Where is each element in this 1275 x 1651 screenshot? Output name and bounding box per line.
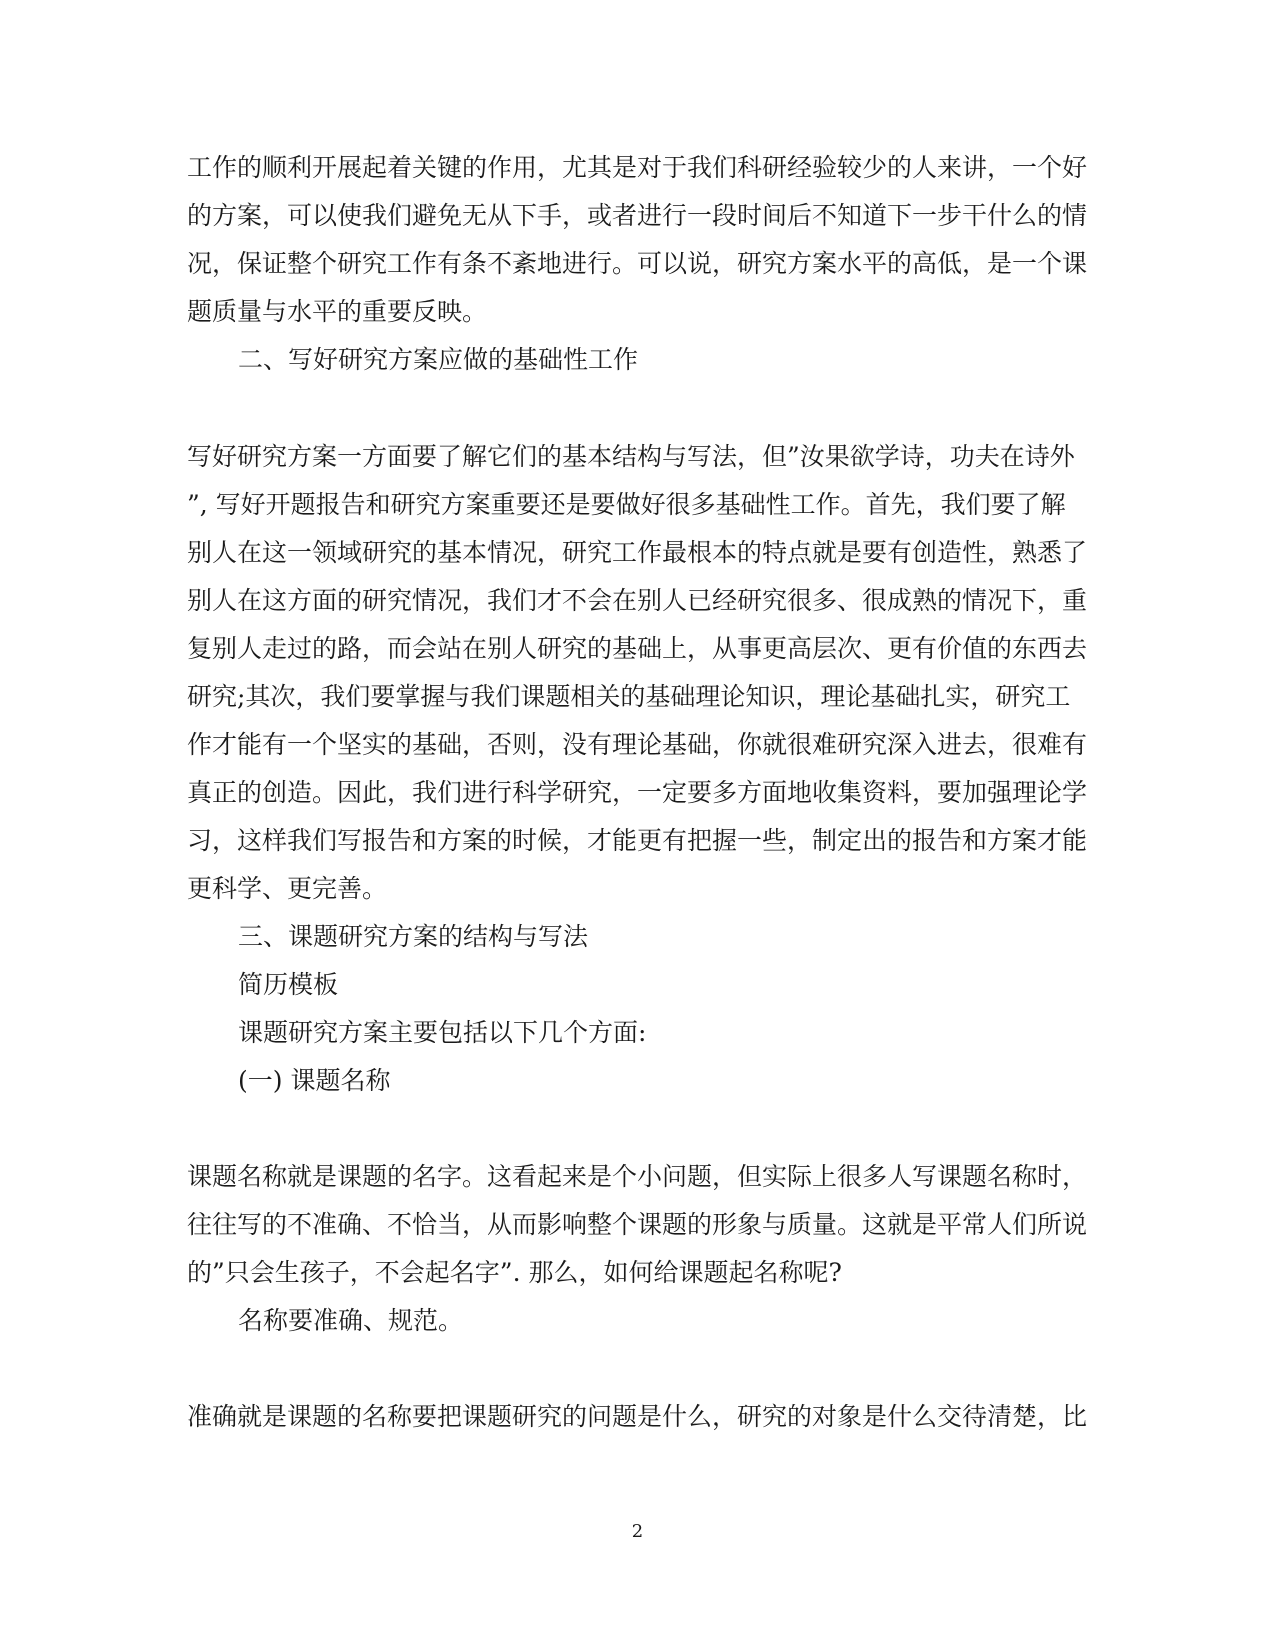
text-line: 别人在这一领域研究的基本情况，研究工作最根本的特点就是要有创造性，熟悉了 xyxy=(187,538,1087,567)
subsection-heading: (一) 课题名称 xyxy=(238,1066,391,1095)
section-heading: 三、课题研究方案的结构与写法 xyxy=(238,922,589,951)
page-number: 2 xyxy=(631,1521,644,1542)
text-line: 习，这样我们写报告和方案的时候，才能更有把握一些，制定出的报告和方案才能 xyxy=(187,826,1087,855)
text-line: 况，保证整个研究工作有条不紊地进行。可以说，研究方案水平的高低，是一个课 xyxy=(187,249,1087,278)
text-line: 课题名称就是课题的名字。这看起来是个小问题，但实际上很多人写课题名称时， xyxy=(187,1162,1087,1191)
text-line: 准确就是课题的名称要把课题研究的问题是什么，研究的对象是什么交待清楚，比 xyxy=(187,1402,1087,1431)
text-line: 名称要准确、规范。 xyxy=(238,1306,464,1335)
text-line: 往往写的不准确、不恰当，从而影响整个课题的形象与质量。这就是平常人们所说 xyxy=(187,1210,1087,1239)
text-line: 的”只会生孩子，不会起名字”. 那么，如何给课题起名称呢? xyxy=(187,1258,842,1287)
text-line: 题质量与水平的重要反映。 xyxy=(187,297,488,326)
text-line: 更科学、更完善。 xyxy=(187,874,388,903)
text-line: 研究;其次，我们要掌握与我们课题相关的基础理论知识，理论基础扎实，研究工 xyxy=(187,682,1071,711)
text-line: 课题研究方案主要包括以下几个方面: xyxy=(238,1018,647,1047)
text-line: 写好研究方案一方面要了解它们的基本结构与写法，但”汝果欲学诗，功夫在诗外 xyxy=(187,442,1075,471)
text-line: 简历模板 xyxy=(238,970,339,999)
text-line: 作才能有一个坚实的基础，否则，没有理论基础，你就很难研究深入进去，很难有 xyxy=(187,730,1087,759)
text-line: 复别人走过的路，而会站在别人研究的基础上，从事更高层次、更有价值的东西去 xyxy=(187,634,1087,663)
text-line: 的方案，可以使我们避免无从下手，或者进行一段时间后不知道下一步干什么的情 xyxy=(187,201,1087,230)
text-line: 真正的创造。因此，我们进行科学研究，一定要多方面地收集资料，要加强理论学 xyxy=(187,778,1087,807)
text-line: 别人在这方面的研究情况，我们才不会在别人已经研究很多、很成熟的情况下，重 xyxy=(187,586,1087,615)
text-line: ”, 写好开题报告和研究方案重要还是要做好很多基础性工作。首先，我们要了解 xyxy=(187,490,1066,519)
text-line: 工作的顺利开展起着关键的作用，尤其是对于我们科研经验较少的人来讲，一个好 xyxy=(187,153,1087,182)
section-heading: 二、写好研究方案应做的基础性工作 xyxy=(238,345,639,374)
